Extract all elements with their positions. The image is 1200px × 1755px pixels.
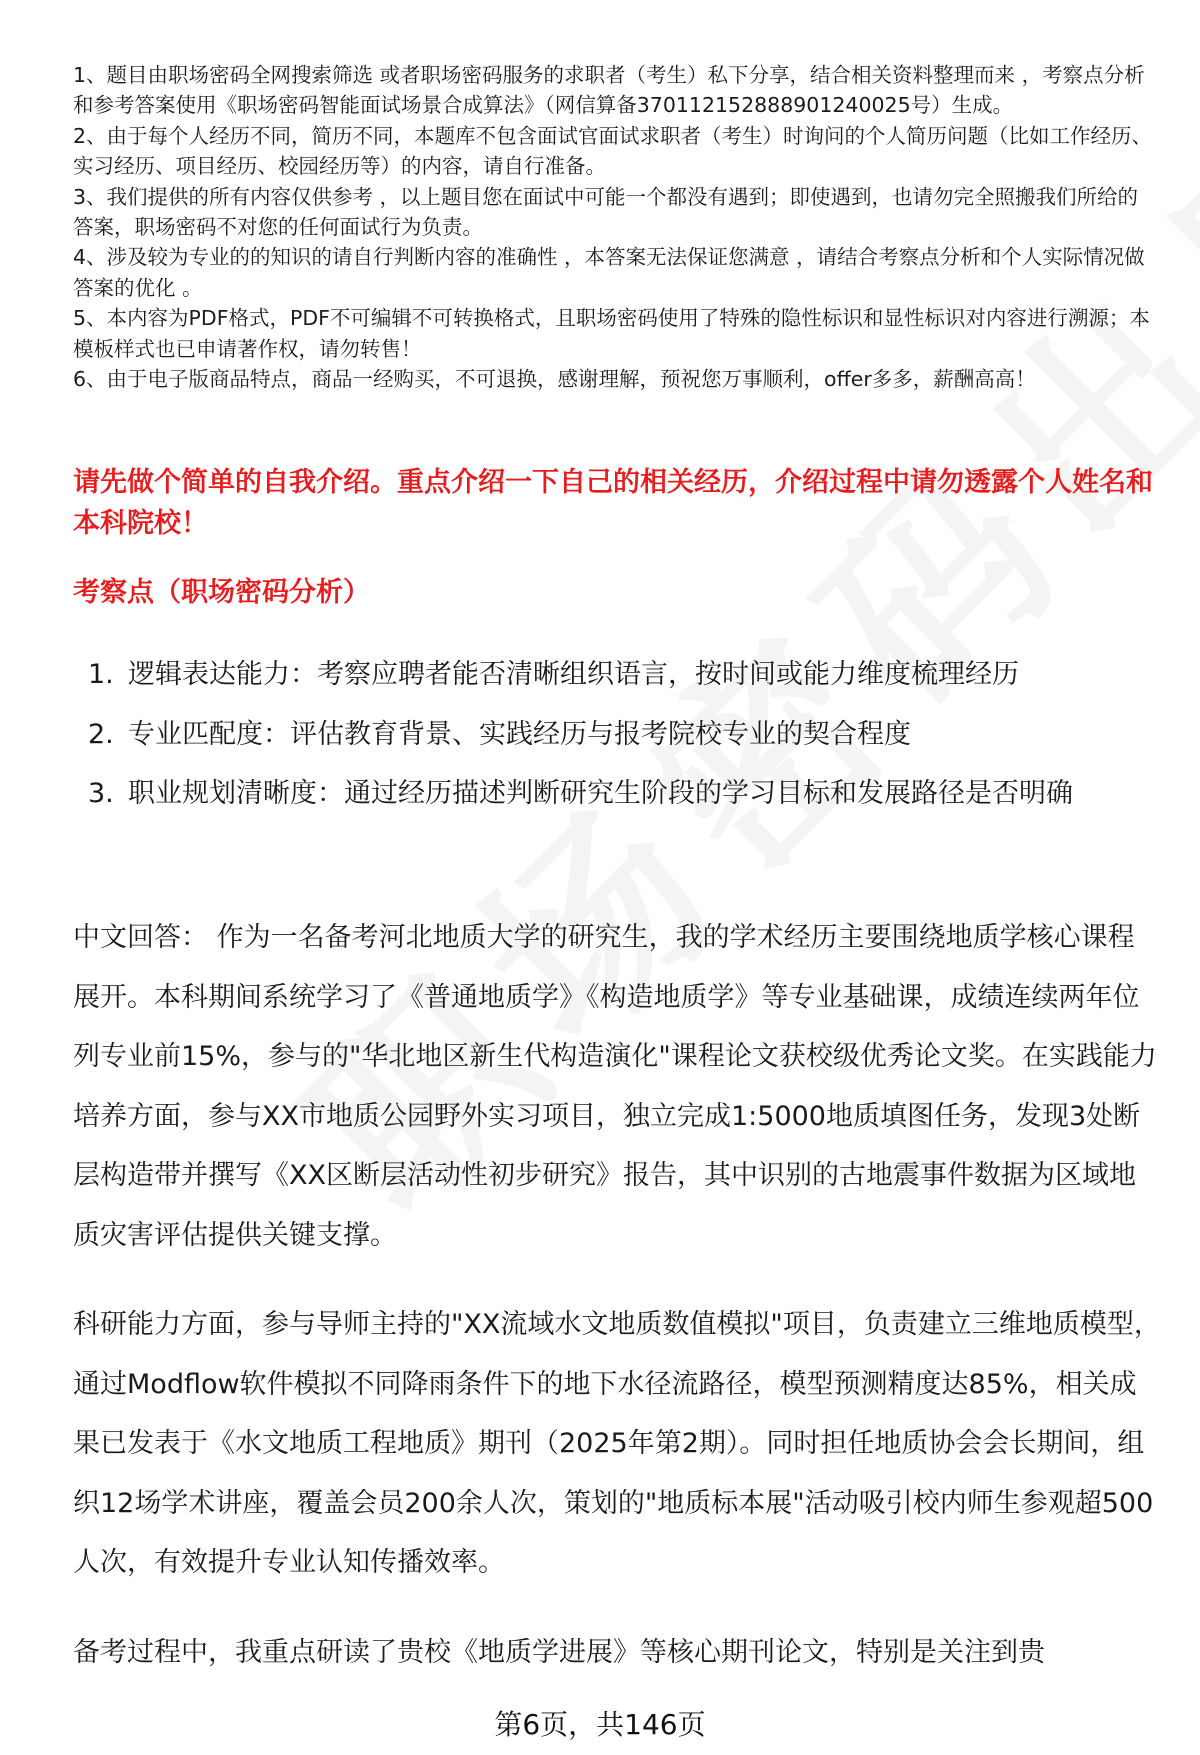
answer-paragraph: 备考过程中，我重点研读了贵校《地质学进展》等核心期刊论文，特别是关注到贵 [73, 1636, 1045, 1668]
page-number-footer: 第6页，共146页 [494, 1708, 706, 1741]
disclaimer-notes [73, 60, 1158, 394]
note-item: 4、涉及较为专业的的知识的请自行判断内容的准确性 ，本答案无法保证您满意 ，请结合考察点分析和个人实际情况做答案的优化 。 [73, 245, 1145, 300]
point-number: 3. [88, 778, 114, 809]
assessment-point [73, 764, 1168, 824]
answer-paragraph: 科研能力方面，参与导师主持的"XX流域水文地质数值模拟"项目，负责建立三维地质模型，通过Modflow软件模拟不同降雨条件下的地下水径流路径，模型预测精度达85%，相关成果已发表于《水文地质工程地质》期刊（2025年第2期）。同时担任地质协会会长期间，组织12场学术讲座，覆盖会员200余人次，策划的"地质标本展"活动吸引校内师生参观超500人次，有效提升专业认知传播效率。 [73, 1309, 1161, 1578]
assessment-point [73, 705, 1168, 765]
answer-body [73, 908, 1161, 1712]
note-item: 3、我们提供的所有内容仅供参考 ，以上题目您在面试中可能一个都没有遇到；即使遇到，也请勿完全照搬我们所给的答案，职场密码不对您的任何面试行为负责。 [73, 184, 1139, 240]
assessment-point [73, 645, 1168, 705]
note-item: 5、本内容为PDF格式，PDF不可编辑不可转换格式，且职场密码使用了特殊的隐性标识和显性标识对内容进行溯源；本模板样式也已申请著作权，请勿转售！ [73, 306, 1150, 361]
note-item: 2、由于每个人经历不同，简历不同，本题库不包含面试官面试求职者（考生）时询问的个人简历问题（比如工作经历、实习经历、项目经历、校园经历等）的内容，请自行准备。 [73, 123, 1153, 179]
point-text: 逻辑表达能力：考察应聘者能否清晰组织语言，按时间或能力维度梳理经历 [128, 659, 1019, 690]
analysis-section-title: 考察点（职场密码分析） [73, 577, 370, 608]
point-number: 1. [88, 659, 114, 690]
answer-paragraph: 中文回答： 作为一名备考河北地质大学的研究生，我的学术经历主要围绕地质学核心课程展开。本科期间系统学习了《普通地质学》《构造地质学》等专业基础课，成绩连续两年位列专业前15%，参与的"华北地区新生代构造演化"课程论文获校级优秀论文奖。在实践能力培养方面，参与XX市地质公园野外实习项目，独立完成1:5000地质填图任务，发现3处断层构造带并撰写《XX区断层活动性初步研究》报告，其中识别的古地震事件数据为区域地质灾害评估提供关键支撑。 [73, 922, 1157, 1251]
point-text: 专业匹配度：评估教育背景、实践经历与报考院校专业的契合程度 [128, 718, 911, 750]
point-text: 职业规划清晰度：通过经历描述判断研究生阶段的学习目标和发展路径是否明确 [128, 778, 1073, 809]
point-number: 2. [88, 718, 114, 750]
assessment-points [73, 645, 1168, 824]
note-item: 6、由于电子版商品特点，商品一经购买，不可退换，感谢理解，预祝您万事顺利，offer多多，薪酬高高！ [73, 367, 1036, 392]
interview-question: 请先做个简单的自我介绍。重点介绍一下自己的相关经历，介绍过程中请勿透露个人姓名和本科院校！ [73, 467, 1153, 539]
note-item: 1、题目由职场密码全网搜索筛选 或者职场密码服务的求职者（考生）私下分享，结合相关资料整理而来 ，考察点分析和参考答案使用《职场密码智能面试场景合成算法》（网信算备370112152888901240025号）生成。 [73, 63, 1145, 118]
